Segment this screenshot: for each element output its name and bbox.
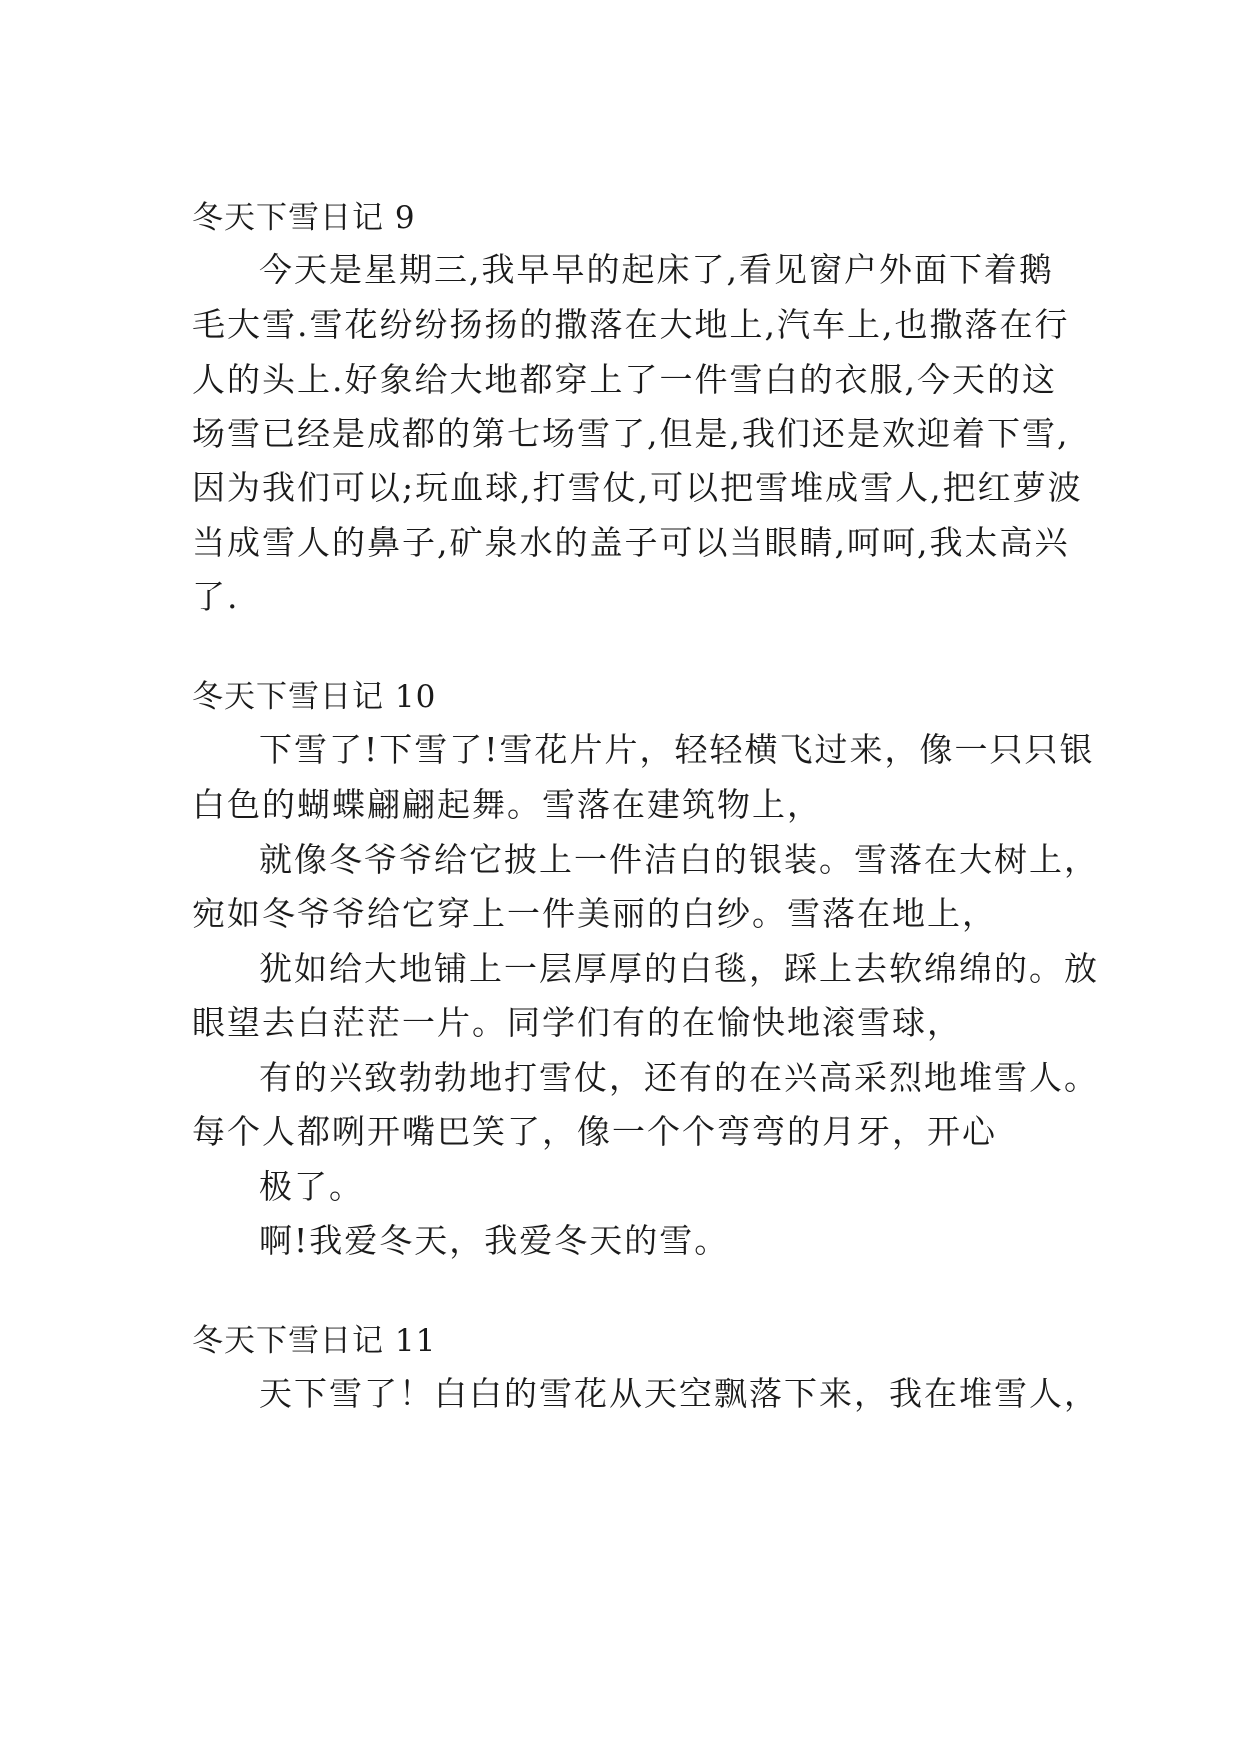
section-title: 冬天下雪日记 9 <box>192 200 416 236</box>
paragraph-line: 因为我们可以;玩血球,打雪仗,可以把雪堆成雪人,把红萝波 <box>192 468 1083 507</box>
paragraph-line: 下雪了!下雪了!雪花片片，轻轻横飞过来，像一只只银 <box>259 730 1095 769</box>
paragraph-line: 每个人都咧开嘴巴笑了，像一个个弯弯的月牙，开心 <box>192 1112 997 1151</box>
paragraph-line: 宛如冬爷爷给它穿上一件美丽的白纱。雪落在地上， <box>192 894 997 933</box>
paragraph-line: 就像冬爷爷给它披上一件洁白的银装。雪落在大树上， <box>259 840 1099 879</box>
paragraph-line: 天下雪了！白白的雪花从天空飘落下来，我在堆雪人， <box>259 1374 1099 1413</box>
paragraph-line: 当成雪人的鼻子,矿泉水的盖子可以当眼睛,呵呵,我太高兴 <box>192 523 1070 562</box>
paragraph-line: 白色的蝴蝶翩翩起舞。雪落在建筑物上， <box>192 785 822 824</box>
paragraph-line: 人的头上.好象给大地都穿上了一件雪白的衣服,今天的这 <box>192 360 1057 399</box>
section-title: 冬天下雪日记 10 <box>192 679 437 715</box>
paragraph-line: 极了。 <box>259 1167 364 1206</box>
paragraph-line: 场雪已经是成都的第七场雪了,但是,我们还是欢迎着下雪, <box>192 414 1070 453</box>
paragraph-line: 眼望去白茫茫一片。同学们有的在愉快地滚雪球， <box>192 1003 962 1042</box>
paragraph-line: 有的兴致勃勃地打雪仗，还有的在兴高采烈地堆雪人。 <box>259 1058 1099 1097</box>
section-title: 冬天下雪日记 11 <box>192 1323 437 1359</box>
paragraph-line: 毛大雪.雪花纷纷扬扬的撒落在大地上,汽车上,也撒落在行 <box>192 305 1070 344</box>
paragraph-line: 了. <box>192 577 240 616</box>
paragraph-line: 今天是星期三,我早早的起床了,看见窗户外面下着鹅 <box>259 250 1054 289</box>
paragraph-line: 啊!我爱冬天，我爱冬天的雪。 <box>259 1221 730 1260</box>
paragraph-line: 犹如给大地铺上一层厚厚的白毯，踩上去软绵绵的。放 <box>259 949 1099 988</box>
